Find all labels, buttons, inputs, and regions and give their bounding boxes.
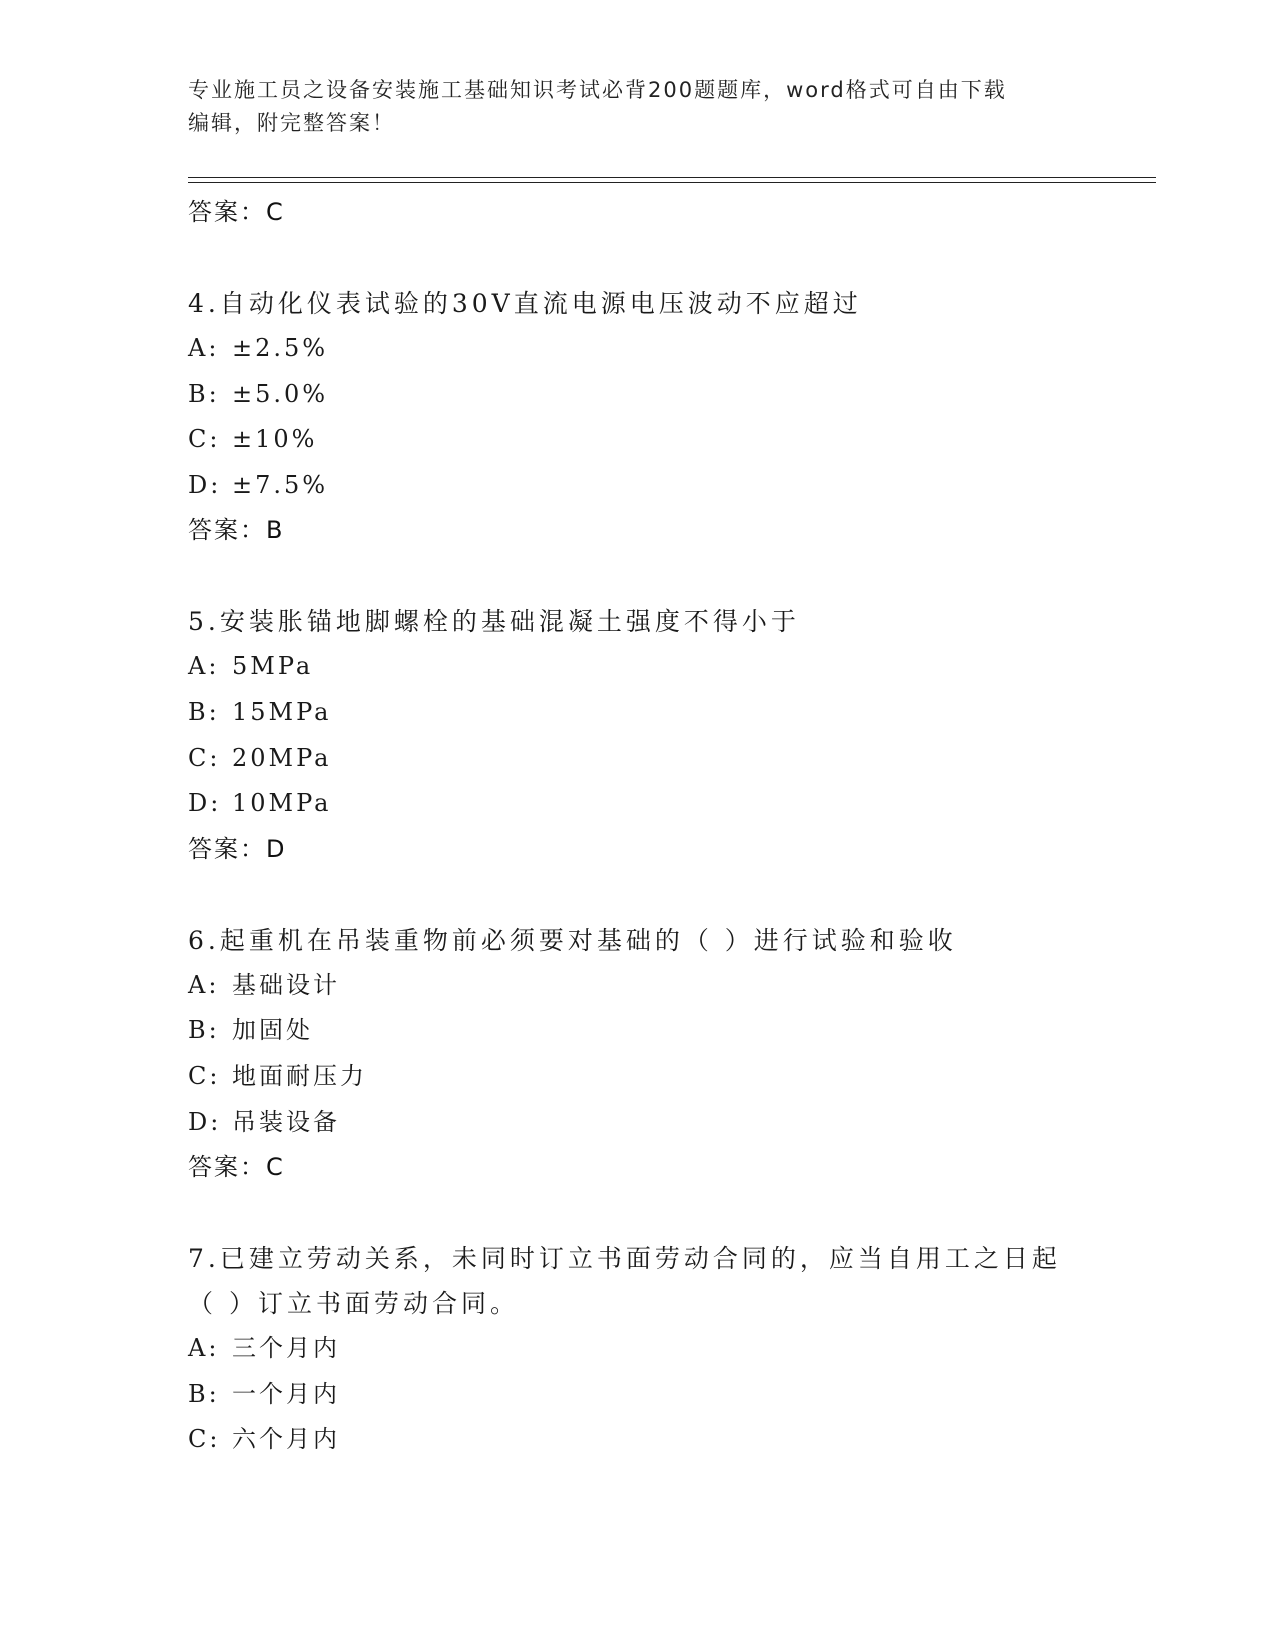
option-letter: B: <box>188 1016 220 1045</box>
question-stem: 4.自动化仪表试验的30V直流电源电压波动不应超过 <box>188 289 862 318</box>
question-block <box>188 1236 1088 1463</box>
option-text: ±7.5% <box>232 470 329 499</box>
answer-option <box>188 326 1088 372</box>
option-text: ±5.0% <box>232 379 329 408</box>
question-spacer <box>188 1190 1088 1236</box>
option-letter: C: <box>188 1061 221 1090</box>
option-text: 基础设计 <box>232 970 340 999</box>
answer-option <box>188 1417 1088 1463</box>
header-divider-bottom <box>188 182 1156 183</box>
option-letter: C: <box>188 1425 221 1454</box>
option-letter: C: <box>188 743 221 772</box>
question-block <box>188 918 1088 1190</box>
answer-line: 答案：C <box>188 198 285 226</box>
answer-option <box>188 372 1088 418</box>
option-letter: A: <box>188 334 220 362</box>
option-text: 一个月内 <box>232 1379 340 1408</box>
option-letter: D: <box>188 1107 222 1136</box>
option-text: 六个月内 <box>232 1425 340 1454</box>
option-letter: B: <box>188 697 220 726</box>
answer-option <box>188 736 1088 782</box>
option-text: ±10% <box>232 425 318 454</box>
answer-option <box>188 963 1088 1009</box>
answer-option <box>188 417 1088 463</box>
answer-option <box>188 1100 1088 1146</box>
option-letter: A: <box>188 1334 220 1363</box>
question-spacer <box>188 235 1088 281</box>
answer-line: 答案：C <box>188 1153 285 1182</box>
option-text: 5MPa <box>232 652 314 681</box>
option-letter: B: <box>188 379 220 408</box>
question-spacer <box>188 553 1088 599</box>
questions-container <box>188 235 1088 1463</box>
option-text: 15MPa <box>232 697 332 726</box>
question-stem: 6.起重机在吊装重物前必须要对基础的（ ）进行试验和验收 <box>188 925 957 955</box>
answer-option <box>188 1008 1088 1054</box>
option-letter: A: <box>188 970 220 999</box>
answer-option <box>188 463 1088 509</box>
question-block <box>188 599 1088 871</box>
header-divider-top <box>188 177 1156 178</box>
option-text: 三个月内 <box>232 1334 340 1363</box>
option-letter: A: <box>188 652 220 681</box>
option-text: 吊装设备 <box>232 1107 340 1136</box>
question-stem: 7.已建立劳动关系，未同时订立书面劳动合同的，应当自用工之日起 <box>188 1244 1061 1274</box>
answer-option <box>188 1372 1088 1418</box>
option-letter: B: <box>188 1379 220 1408</box>
question-spacer <box>188 872 1088 918</box>
answer-option <box>188 781 1088 827</box>
answer-line: 答案：D <box>188 834 287 863</box>
question-block <box>188 281 1088 553</box>
question-stem: （ ）订立书面劳动合同。 <box>188 1289 519 1319</box>
option-text: 地面耐压力 <box>232 1061 367 1090</box>
question-list <box>188 190 1088 1463</box>
answer-line: 答案：B <box>188 516 285 545</box>
answer-option <box>188 690 1088 736</box>
option-letter: C: <box>188 425 221 454</box>
option-text: ±2.5% <box>232 334 329 362</box>
question-stem: 5.安装胀锚地脚螺栓的基础混凝土强度不得小于 <box>188 607 800 637</box>
option-letter: D: <box>188 470 222 499</box>
document-header <box>188 74 1068 140</box>
option-text: 加固处 <box>232 1016 313 1045</box>
answer-option <box>188 644 1088 690</box>
option-text: 10MPa <box>232 789 332 818</box>
header-line-2: 编辑，附完整答案！ <box>188 111 395 135</box>
option-letter: D: <box>188 789 222 818</box>
answer-option <box>188 1326 1088 1372</box>
option-text: 20MPa <box>232 743 332 772</box>
header-line-1: 专业施工员之设备安装施工基础知识考试必背200题题库，word格式可自由下载 <box>188 78 1007 102</box>
answer-option <box>188 1054 1088 1100</box>
